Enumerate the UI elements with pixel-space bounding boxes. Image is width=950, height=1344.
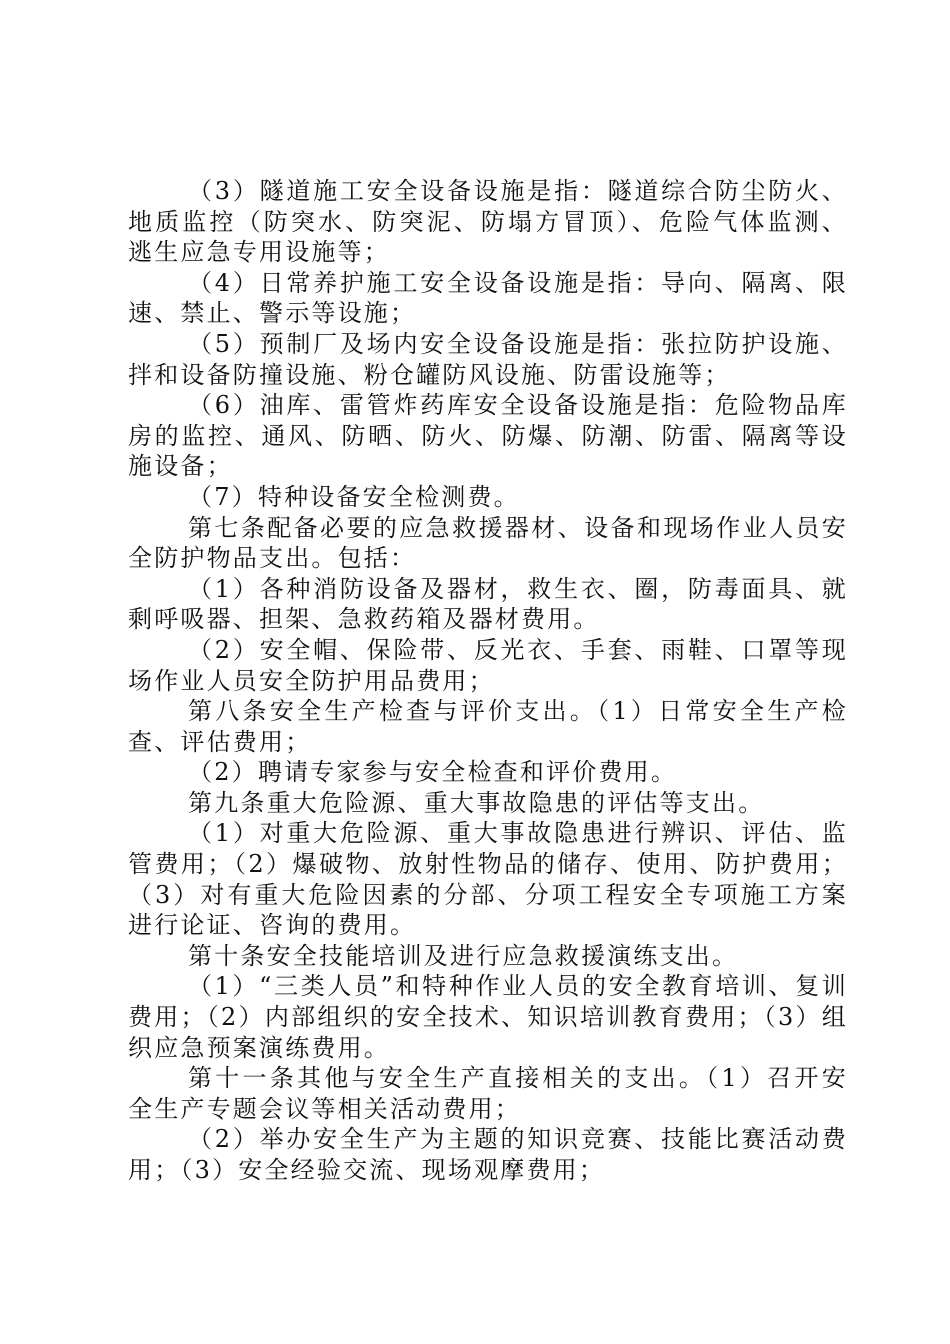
paragraph-precast-yard-safety: （5）预制厂及场内安全设备设施是指：张拉防护设施、拌和设备防撞设施、粉仓罐防风设施、防雷设施等； bbox=[128, 329, 848, 389]
article-8-item-2: （2）聘请专家参与安全检查和评价费用。 bbox=[188, 758, 678, 787]
article-11-heading: 第十一条其他与安全生产直接相关的支出。（1）召开安全生产专题会议等相关活动费用； bbox=[128, 1064, 848, 1123]
paragraph-tunnel-safety: （3）隧道施工安全设备设施是指：隧道综合防尘防火、地质监控（防突水、防突泥、防塌方冒顶）、危险气体监测、逃生应急专用设施等； bbox=[128, 177, 848, 267]
article-10-items: （1）“三类人员”和特种作业人员的安全教育培训、复训费用；（2）内部组织的安全技术、知识培训教育费用；（3）组织应急预案演练费用。 bbox=[128, 972, 848, 1062]
paragraph-depot-safety: （6）油库、雷管炸药库安全设备设施是指：危险物品库房的监控、通风、防晒、防火、防爆、防潮、防雷、隔离等设施设备； bbox=[128, 391, 848, 481]
article-9-items: （1）对重大危险源、重大事故隐患进行辨识、评估、监管费用；（2）爆破物、放射性物品的储存、使用、防护费用；（3）对有重大危险因素的分部、分项工程安全专项施工方案进行论证、咨询的费用。 bbox=[128, 819, 848, 940]
article-7-item-1: （1）各种消防设备及器材，救生衣、圈，防毒面具、就剩呼吸器、担架、急救药箱及器材费用。 bbox=[128, 574, 848, 634]
article-7-item-2: （2）安全帽、保险带、反光衣、手套、雨鞋、口罩等现场作业人员安全防护用品费用； bbox=[128, 635, 848, 695]
article-10-heading: 第十条安全技能培训及进行应急救援演练支出。 bbox=[188, 941, 739, 970]
article-8-heading: 第八条安全生产检查与评价支出。（1）日常安全生产检查、评估费用； bbox=[128, 697, 848, 756]
paragraph-maintenance-safety: （4）日常养护施工安全设备设施是指：导向、隔离、限速、禁止、警示等设施； bbox=[128, 268, 848, 328]
document-body bbox=[128, 176, 848, 1186]
article-9-heading: 第九条重大危险源、重大事故隐患的评估等支出。 bbox=[188, 788, 765, 817]
article-7-heading: 第七条配备必要的应急救援器材、设备和现场作业人员安全防护物品支出。包括： bbox=[128, 513, 848, 573]
paragraph-special-equipment: （7）特种设备安全检测费。 bbox=[188, 482, 520, 511]
article-11-items: （2）举办安全生产为主题的知识竞赛、技能比赛活动费用；（3）安全经验交流、现场观摩费用； bbox=[128, 1125, 848, 1184]
